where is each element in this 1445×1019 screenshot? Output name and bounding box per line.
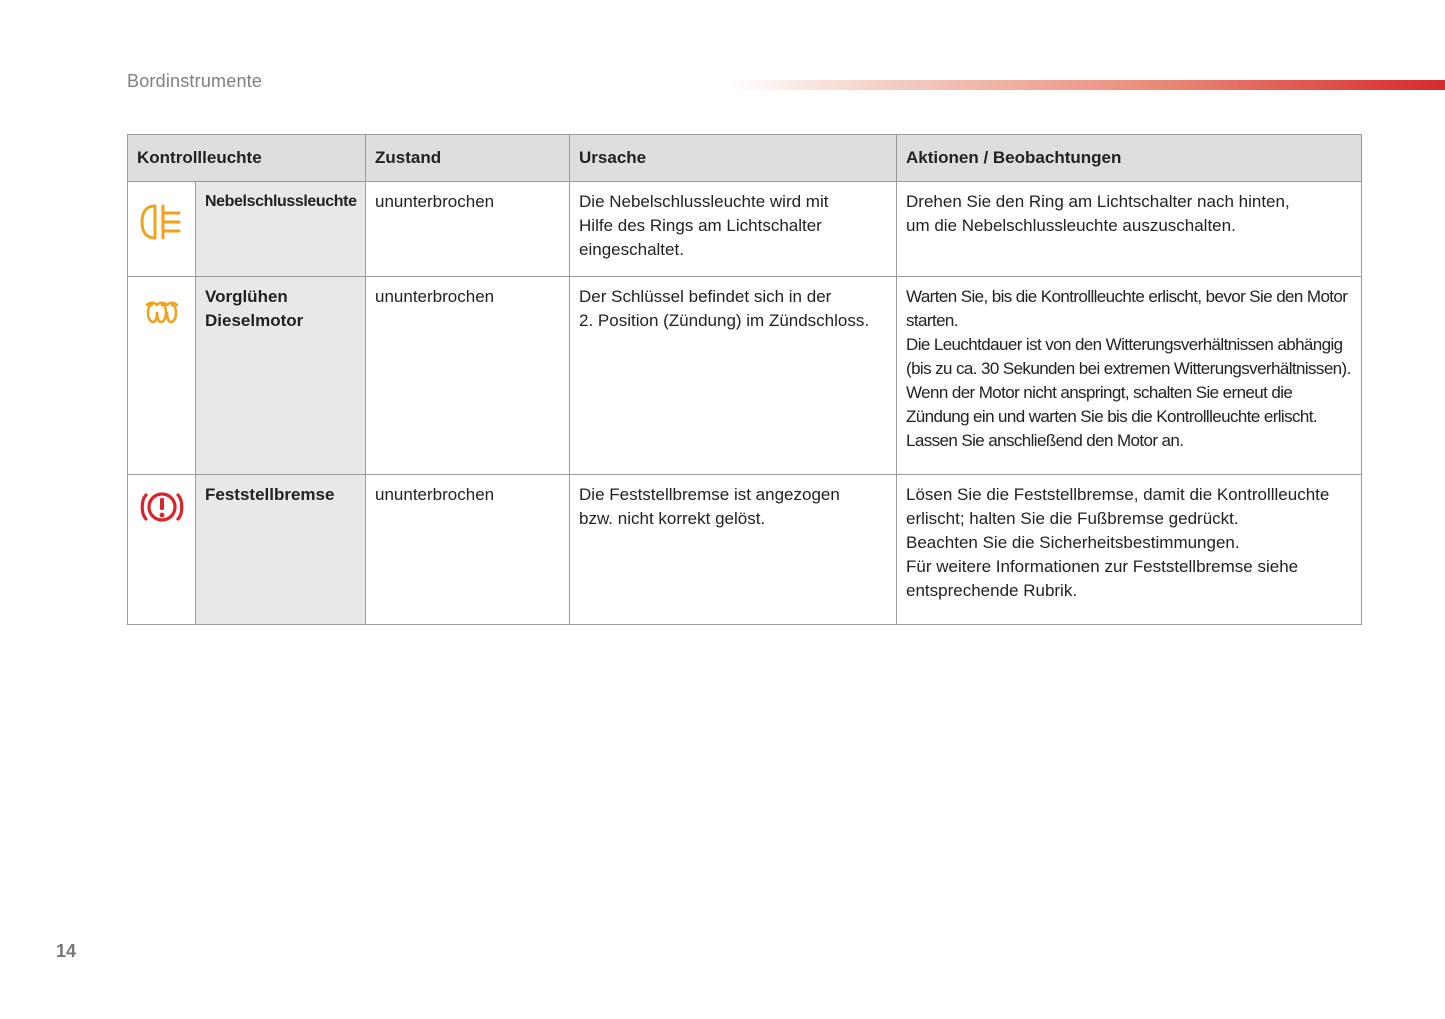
warning-lights-table <box>127 134 1362 625</box>
section-title: Bordinstrumente <box>127 71 263 91</box>
icon-cell <box>128 475 196 625</box>
column-header-kontrollleuchte: Kontrollleuchte <box>128 135 366 182</box>
table-row <box>128 475 1362 625</box>
light-name-cell <box>196 277 366 475</box>
cause-cell: Der Schlüssel befindet sich in der 2. Position (Zündung) im Zündschloss. <box>570 277 897 475</box>
column-header-ursache: Ursache <box>570 135 897 182</box>
cause-cell: Die Feststellbremse ist angezogen bzw. nicht korrekt gelöst. <box>570 475 897 625</box>
parking-brake-icon <box>138 487 186 527</box>
column-header-aktionen: Aktionen / Beobachtungen <box>897 135 1362 182</box>
glow-plug-icon <box>144 299 180 325</box>
light-name: Dieselmotor <box>205 311 304 330</box>
action-cell: Warten Sie, bis die Kontrollleuchte erlischt, bevor Sie den Motor starten. Die Leuchtdauer ist von den Witterungsverhältnissen abhängig (bis zu ca. 30 Sekunden bei extremen Witterungsverhältnissen). Wenn der Motor nicht anspringt, schalten Sie erneut die Zündung ein und warten Sie bis die Kontrollleuchte erlischt. Lassen Sie anschließend den Motor an. <box>897 277 1362 475</box>
action-cell: Lösen Sie die Feststellbremse, damit die Kontrollleuchte erlischt; halten Sie die Fußbremse gedrückt. Beachten Sie die Sicherheitsbestimmungen. Für weitere Informationen zur Feststellbremse siehe entsprechende Rubrik. <box>897 475 1362 625</box>
table-row <box>128 182 1362 277</box>
light-name-cell <box>196 475 366 625</box>
page-number: 14 <box>56 941 77 961</box>
state-cell: ununterbrochen <box>366 475 570 625</box>
light-name: Vorglühen <box>205 287 288 306</box>
light-name: Nebelschlussleuchte <box>205 193 357 210</box>
icon-cell <box>128 182 196 277</box>
state-cell: ununterbrochen <box>366 182 570 277</box>
icon-cell <box>128 277 196 475</box>
column-header-zustand: Zustand <box>366 135 570 182</box>
light-name: Feststellbremse <box>205 485 335 504</box>
action-cell: Drehen Sie den Ring am Lichtschalter nach hinten, um die Nebelschlussleuchte auszuschalten. <box>897 182 1362 277</box>
header-accent-bar <box>730 80 1445 90</box>
cause-cell: Die Nebelschlussleuchte wird mit Hilfe des Rings am Lichtschalter eingeschaltet. <box>570 182 897 277</box>
state-cell: ununterbrochen <box>366 277 570 475</box>
table-row <box>128 277 1362 475</box>
table-header-row <box>128 135 1362 182</box>
light-name-cell <box>196 182 366 277</box>
rear-fog-light-icon <box>139 202 185 242</box>
